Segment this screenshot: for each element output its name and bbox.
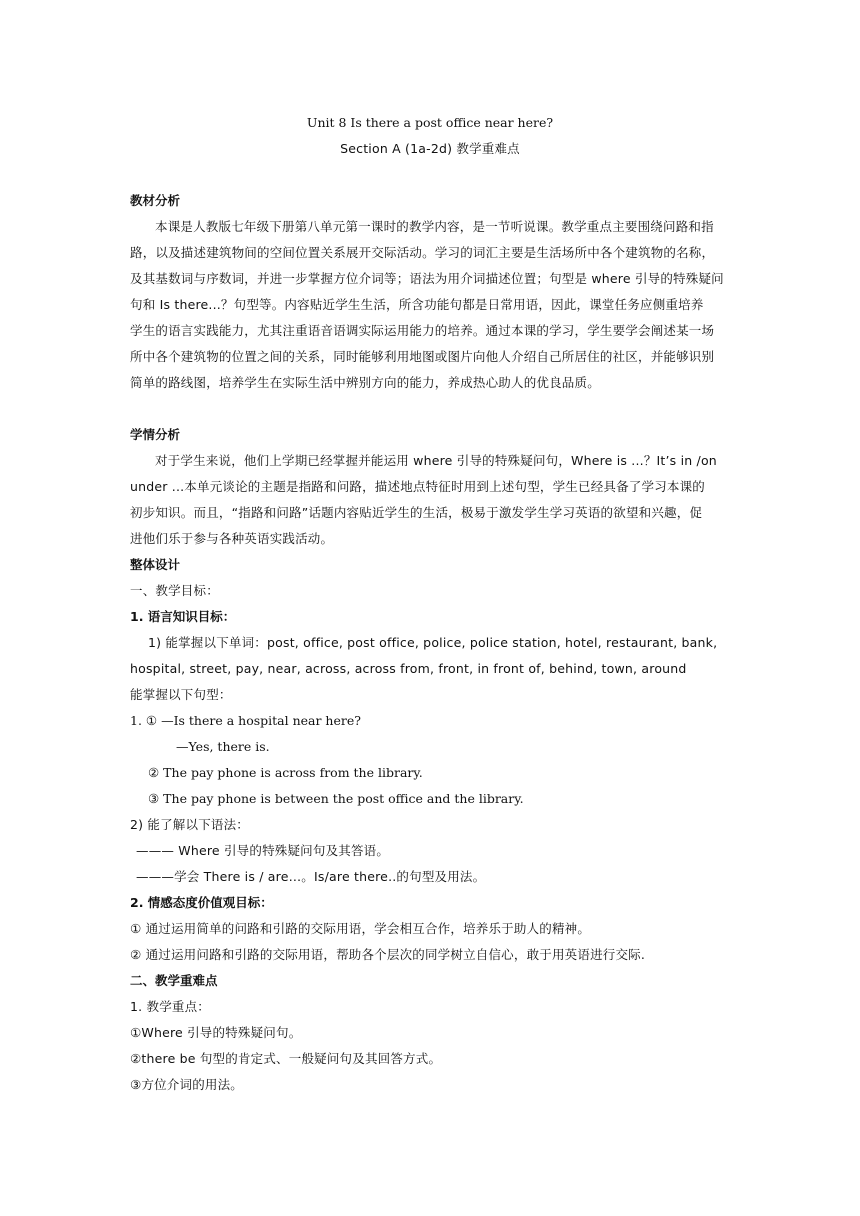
emotion-item: ① 通过运用简单的问路和引路的交际用语，学会相互合作，培养乐于助人的精神。	[130, 921, 591, 936]
paragraph-line: 本课是人教版七年级下册第八单元第一课时的教学内容，是一节听说课。教学重点主要围绕问路和指	[155, 219, 714, 234]
grammar-intro: 2) 能了解以下语法：	[130, 817, 250, 832]
paragraph-line: 对于学生来说，他们上学期已经掌握并能运用 where 引导的特殊疑问句，Where is ...？It’s in /on	[155, 453, 717, 468]
patterns-intro: 能掌握以下句型：	[130, 687, 232, 702]
vocabulary-line: 1) 能掌握以下单词：post, office, post office, police, police station, hotel, restaurant, bank,	[148, 635, 718, 650]
paragraph-line: 进他们乐于参与各种英语实践活动。	[130, 531, 334, 546]
paragraph-line: 及其基数词与序数词，并进一步掌握方位介词等；语法为用介词描述位置；句型是 where 引导的特殊疑问	[130, 271, 724, 286]
key-point-item: ②there be 句型的肯定式、一般疑问句及其回答方式。	[130, 1051, 442, 1066]
paragraph-line: 路，以及描述建筑物间的空间位置关系展开交际活动。学习的词汇主要是生活场所中各个建筑物的名称，	[130, 245, 715, 260]
section-heading-textbook-analysis: 教材分析	[130, 193, 181, 208]
sentence-pattern: ② The pay phone is across from the library.	[148, 765, 423, 780]
key-point-item: ①Where 引导的特殊疑问句。	[130, 1025, 302, 1040]
paragraph-line: under ...本单元谈论的主题是指路和问路，描述地点特征时用到上述句型，学生已经具备了学习本课的	[130, 479, 706, 494]
section-heading-student-analysis: 学情分析	[130, 427, 181, 442]
grammar-item: ———学会 There is / are…。Is/are there..的句型及用法。	[136, 869, 486, 884]
paragraph-line: 学生的语言实践能力，尤其注重语音语调实际运用能力的培养。通过本课的学习，学生要学会阐述某一场	[130, 323, 715, 338]
sentence-pattern: —Yes, there is.	[176, 739, 270, 754]
sentence-pattern: ③ The pay phone is between the post office and the library.	[148, 791, 524, 806]
paragraph-line: 简单的路线图，培养学生在实际生活中辨别方向的能力，养成热心助人的优良品质。	[130, 375, 600, 390]
paragraph-line: 句和 Is there...？句型等。内容贴近学生生活，所含功能句都是日常用语，因此，课堂任务应侧重培养	[130, 297, 704, 312]
section-heading-overall-design: 整体设计	[130, 557, 181, 572]
emotion-objectives-heading: 2. 情感态度价值观目标：	[130, 895, 273, 910]
paragraph-line: 所中各个建筑物的位置之间的关系，同时能够利用地图或图片向他人介绍自己所居住的社区，并能够识别	[130, 349, 715, 364]
grammar-item: ——— Where 引导的特殊疑问句及其答语。	[136, 843, 390, 858]
vocabulary-line: hospital, street, pay, near, across, across from, front, in front of, behind, town, around	[130, 661, 687, 676]
objectives-heading: 一、教学目标：	[130, 583, 219, 598]
key-points-subheading: 1. 教学重点：	[130, 999, 210, 1014]
knowledge-objectives-heading: 1. 语言知识目标：	[130, 609, 236, 624]
document-subtitle: Section A (1a-2d) 教学重难点	[340, 141, 520, 156]
key-point-item: ③方位介词的用法。	[130, 1077, 244, 1092]
sentence-pattern: 1. ① —Is there a hospital near here?	[130, 713, 361, 728]
emotion-item: ② 通过运用问路和引路的交际用语，帮助各个层次的同学树立自信心，敢于用英语进行交际.	[130, 947, 646, 962]
key-points-heading: 二、教学重难点	[130, 973, 218, 988]
document-title: Unit 8 Is there a post office near here?	[306, 115, 554, 130]
paragraph-line: 初步知识。而且，“指路和问路”话题内容贴近学生的生活，极易于激发学生学习英语的欲望和兴趣，促	[130, 505, 703, 520]
